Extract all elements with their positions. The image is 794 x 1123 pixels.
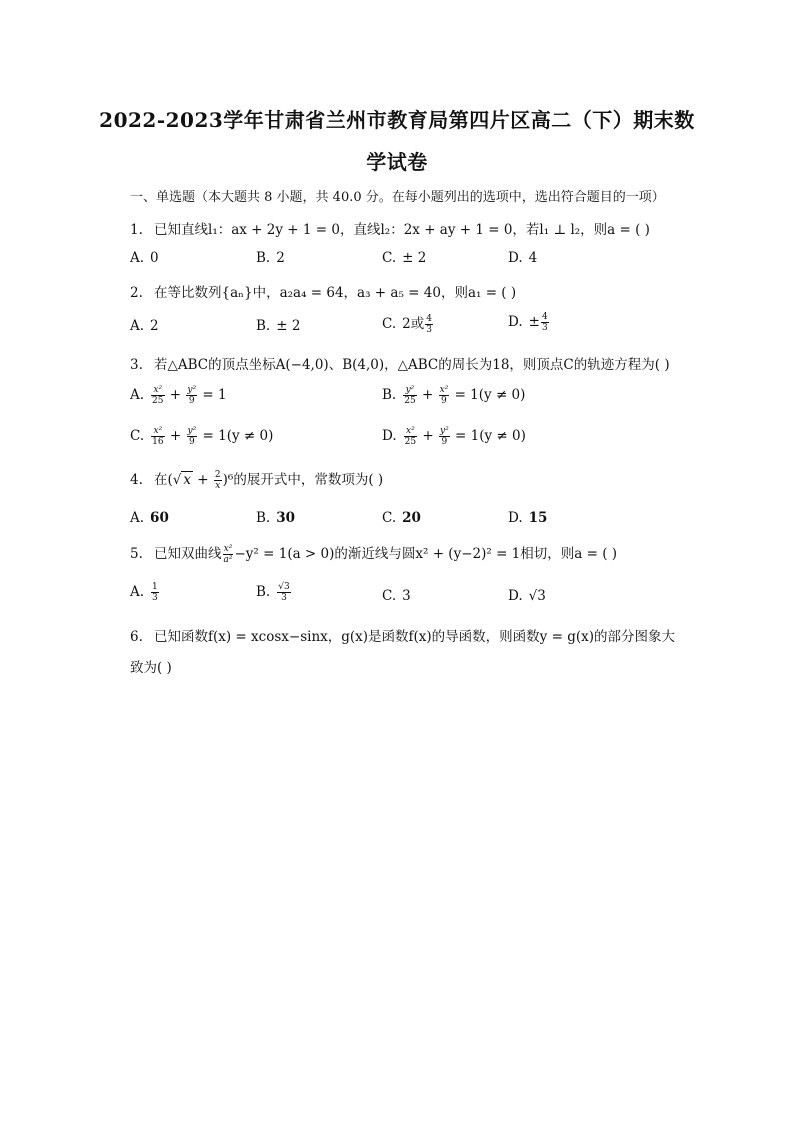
q1-option-b[interactable]: B. 2	[256, 250, 285, 266]
q3-option-c[interactable]: C. $\frac{\text{x²}}{16}$ + $\frac{\text{y²}}{9}$ = 1(y ≠ 0)	[130, 426, 274, 447]
question-5: 5. 已知双曲线 $\frac{\text{x²}}{\text{a²}}$ −y² = 1(a > 0)的渐近线与圆x² + (y−2)² = 1相切，则a = ( )	[130, 544, 618, 565]
question-3	[130, 353, 670, 373]
q3-option-d[interactable]: D. $\frac{\text{x²}}{25}$ + $\frac{\text{y²}}{9}$ = 1(y ≠ 0)	[382, 426, 526, 447]
page-title-line1: 2022-2023学年甘肃省兰州市教育局第四片区高二（下）期末数	[99, 108, 695, 132]
q5-option-d[interactable]: D. √3	[508, 588, 546, 604]
question-number: 6.	[130, 629, 143, 645]
question-6	[130, 625, 675, 645]
q2-option-c[interactable]: C. 2或 $\frac{4}{3}$	[382, 314, 432, 335]
question-stem: 已知函数f(x) = xcosx−sinx，g(x)是函数f(x)的导函数，则函数y = g(x)的部分图象大	[154, 629, 675, 645]
question-number: 3.	[130, 357, 143, 373]
q5-option-a[interactable]: A. $\frac{1}{3}$	[130, 582, 158, 603]
question-number: 5.	[130, 546, 143, 562]
q4-option-d[interactable]: D. 15	[508, 510, 548, 526]
question-stem: 若△ABC的顶点坐标A(−4,0)、B(4,0)，△ABC的周长为18，则顶点C的轨迹方程为( )	[154, 357, 670, 373]
fraction: $\frac{4}{3}$	[541, 312, 548, 333]
question-stem: 已知直线l₁：ax + 2y + 1 = 0，直线l₂：2x + ay + 1 = 0，若l₁ ⊥ l₂，则a = ( )	[154, 222, 650, 238]
question-6-continued: 致为( )	[130, 660, 172, 676]
question-number: 4.	[130, 472, 143, 488]
question-4: 4. 在(√ x + $\frac{2}{x}$ )⁶的展开式中，常数项为( )	[130, 470, 384, 491]
section-heading: 一、单选题（本大题共 8 小题，共 40.0 分。在每小题列出的选项中，选出符合题目的一项）	[130, 190, 665, 205]
q4-option-b[interactable]: B. 30	[256, 510, 296, 526]
q2-option-b[interactable]: B. ± 2	[256, 318, 301, 334]
q4-option-c[interactable]: C. 20	[382, 510, 421, 526]
question-number: 1.	[130, 222, 143, 238]
question-1	[130, 218, 650, 238]
q1-option-d[interactable]: D. 4	[508, 250, 538, 266]
q2-option-d[interactable]: D. ± $\frac{4}{3}$	[508, 312, 548, 333]
question-number: 2.	[130, 285, 143, 301]
q3-option-a[interactable]: A. $\frac{\text{x²}}{25}$ + $\frac{\text{y²}}{9}$ = 1	[130, 385, 227, 406]
q1-option-a[interactable]: A. 0	[130, 250, 159, 266]
question-2	[130, 281, 516, 301]
q5-option-c[interactable]: C. 3	[382, 588, 411, 604]
q5-option-b[interactable]: B. $\frac{√3}{3}$	[256, 582, 290, 603]
page-title-line2: 学试卷	[366, 150, 428, 174]
q3-option-b[interactable]: B. $\frac{\text{y²}}{25}$ + $\frac{\text{x²}}{9}$ = 1(y ≠ 0)	[382, 385, 526, 406]
q2-option-a[interactable]: A. 2	[130, 318, 159, 334]
question-stem: 在等比数列{aₙ}中，a₂a₄ = 64，a₃ + a₅ = 40，则a₁ = ( )	[154, 285, 517, 301]
q4-option-a[interactable]: A. 60	[130, 510, 169, 526]
q1-option-c[interactable]: C. ± 2	[382, 250, 427, 266]
fraction: $\frac{4}{3}$	[426, 314, 432, 335]
